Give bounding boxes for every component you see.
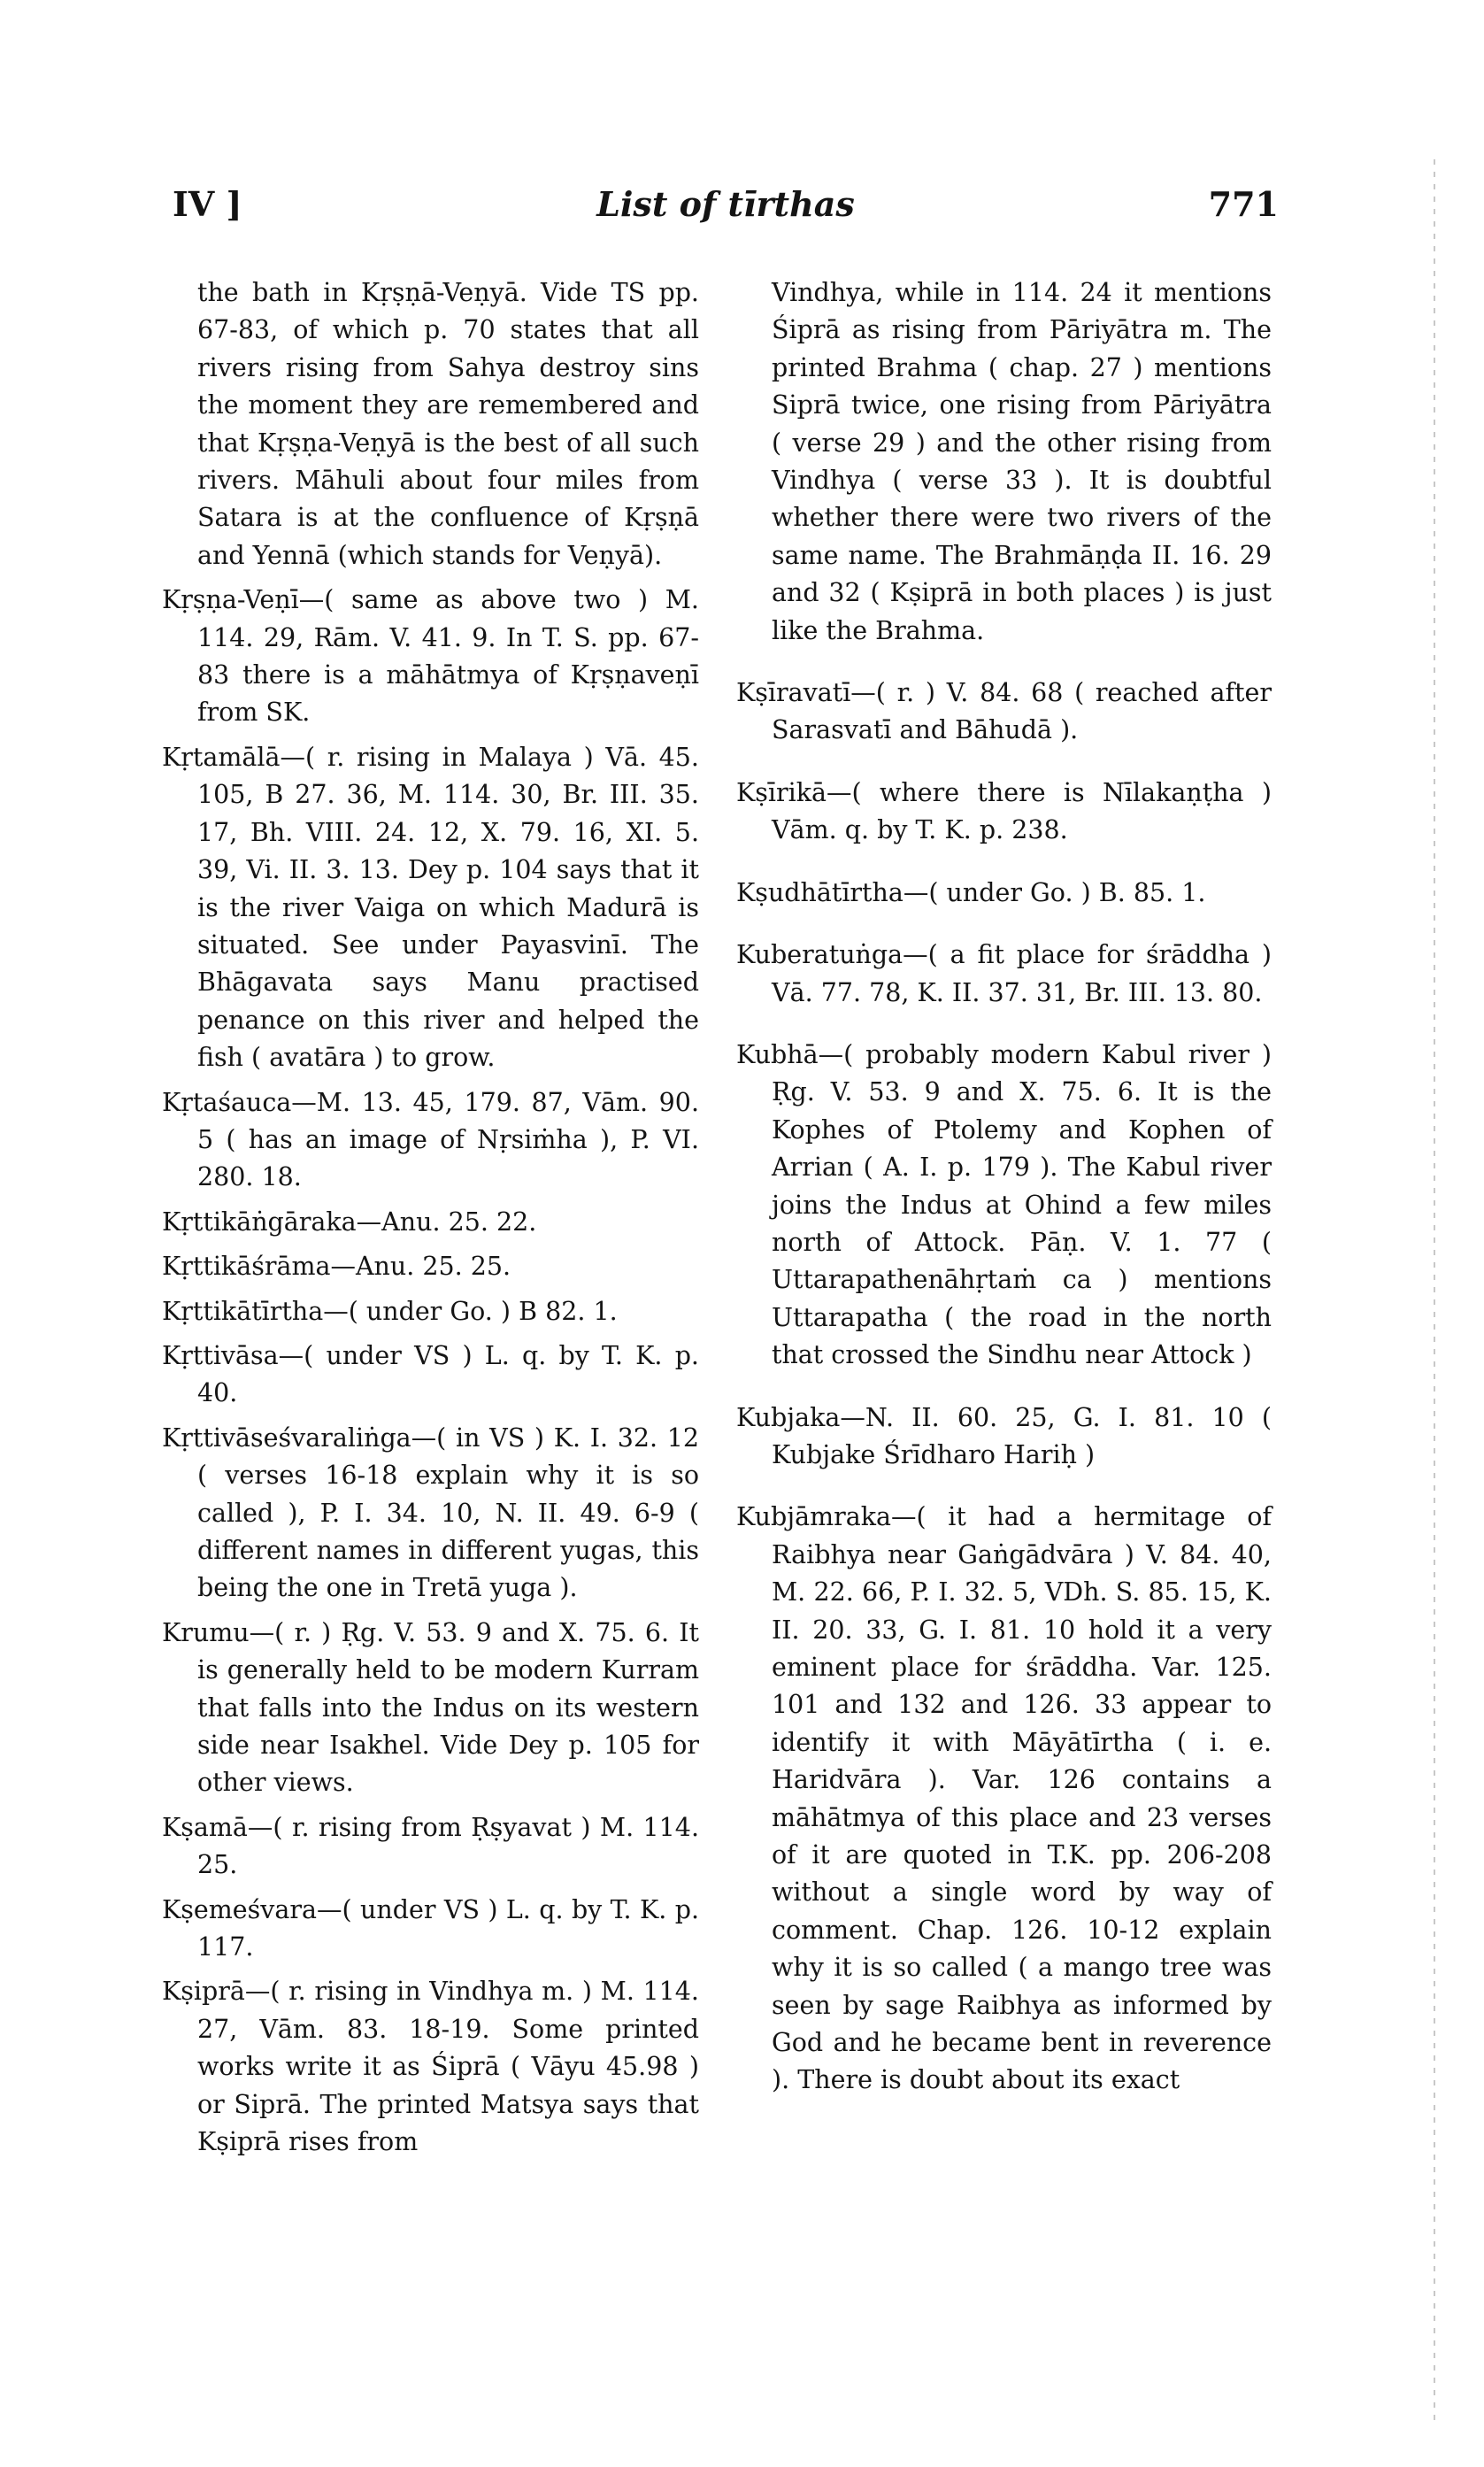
entry-krttivasesvaralinga: Kṛttivāseśvaraliṅga—( in VS ) K. I. 32. 12 ( verses 16-18 explain why it is so called ), P. I. 34. 10, N. II. 49. 6-9 ( different names in different yugas, this being the one in Tretā yuga ). <box>162 1422 699 1603</box>
entry-ksiravati: Kṣīravatī—( r. ) V. 84. 68 ( reached after Sarasvatī and Bāhudā ). <box>736 678 1272 745</box>
entry-krttivasa: Kṛttivāsa—( under VS ) L. q. by T. K. p. 40. <box>162 1340 699 1408</box>
entry-krttikatirtha: Kṛttikātīrtha—( under Go. ) B 82. 1. <box>162 1296 618 1326</box>
entry-krtamala: Kṛtamālā—( r. rising in Malaya ) Vā. 45. 105, B 27. 36, M. 114. 30, Br. III. 35. 17, Bh. VIII. 24. 12, X. 79. 16, XI. 5. 39, Vi. II. 3. 13. Dey p. 104 says that it is the river Vaiga on which Madurā is situated. See under Payasvinī. The Bhāgavata says Manu practised penance on this river and helped the fish ( avatāra ) to grow. <box>162 742 699 1073</box>
right-column <box>736 274 1272 2124</box>
entry-ksemesvara: Kṣemeśvara—( under VS ) L. q. by T. K. p. 117. <box>162 1894 699 1962</box>
entry-ksudhatirtha: Kṣudhātīrtha—( under Go. ) B. 85. 1. <box>736 877 1206 907</box>
entry-kubha: Kubhā—( probably modern Kabul river ) Ṛg. V. 53. 9 and X. 75. 6. It is the Kophes of Ptolemy and Kophen of Arrian ( A. I. p. 179 ). The Kabul river joins the Indus at Ohind a few miles north of Attock. Pāṇ. V. 1. 77 ( Uttarapathenāhṛtaṁ ca ) mentions Uttarapatha ( the road in the north that crossed the Sindhu near Attock ) <box>736 1039 1272 1370</box>
page-number: 771 <box>1208 184 1279 224</box>
page-edge-rule <box>1434 159 1435 2425</box>
continuation-paragraph: Vindhya, while in 114. 24 it mentions Śiprā as rising from Pāriyātra m. The printed Brahma ( chap. 27 ) mentions Siprā twice, one rising from Pāriyātra ( verse 29 ) and the other rising from Vindhya ( verse 33 ). It is doubtful whether there were two rivers of the same name. The Brahmāṇḍa II. 16. 29 and 32 ( Kṣiprā in both places ) is just like the Brahma. <box>772 278 1272 645</box>
section-marker: IV ] <box>173 184 242 224</box>
entry-kubjaka: Kubjaka—N. II. 60. 25, G. I. 81. 10 ( Kubjake Śrīdharo Hariḥ ) <box>736 1402 1272 1469</box>
entry-krttikangaraka: Kṛttikāṅgāraka—Anu. 25. 22. <box>162 1207 537 1237</box>
entry-ksirika: Kṣīrikā—( where there is Nīlakaṇṭha ) Vām. q. by T. K. p. 238. <box>736 777 1272 845</box>
continuation-paragraph: the bath in Kṛṣṇā-Veṇyā. Vide TS pp. 67-83, of which p. 70 states that all rivers rising from Sahya destroy sins the moment they are remembered and that Kṛṣṇa-Veṇyā is the best of all such rivers. Māhuli about four miles from Satara is at the confluence of Kṛṣṇā and Yennā (which stands for Veṇyā). <box>197 278 699 570</box>
entry-ksama: Kṣamā—( r. rising from Ṛṣyavat ) M. 114. 25. <box>162 1812 699 1880</box>
page-header <box>173 184 1279 237</box>
entry-kuberatunga: Kuberatuṅga—( a fit place for śrāddha ) Vā. 77. 78, K. II. 37. 31, Br. III. 13. 80. <box>736 940 1272 1007</box>
entry-krtasauca: Kṛtaśauca—M. 13. 45, 179. 87, Vām. 90. 5 ( has an image of Nṛsiṁha ), P. VI. 280. 18. <box>162 1087 699 1192</box>
entry-krsna-veni: Kṛṣṇa-Veṇī—( same as above two ) M. 114. 29, Rām. V. 41. 9. In T. S. pp. 67-83 there is a māhātmya of Kṛṣṇaveṇī from SK. <box>162 585 699 728</box>
left-column <box>162 274 699 2169</box>
entry-krumu: Krumu—( r. ) Ṛg. V. 53. 9 and X. 75. 6. It is generally held to be modern Kurram that falls into the Indus on its western side near Isakhel. Vide Dey p. 105 for other views. <box>162 1617 699 1798</box>
entry-ksipra: Kṣiprā—( r. rising in Vindhya m. ) M. 114. 27, Vām. 83. 18-19. Some printed works write it as Śiprā ( Vāyu 45.98 ) or Siprā. The printed Matsya says that Kṣiprā rises from <box>162 1977 699 2157</box>
entry-krttikasrama: Kṛttikāśrāma—Anu. 25. 25. <box>162 1252 511 1282</box>
entry-kubjamraka: Kubjāmraka—( it had a hermitage of Raibhya near Gaṅgādvāra ) V. 84. 40, M. 22. 66, P. I. 32. 5, VDh. S. 85. 15, K. II. 20. 33, G. I. 81. 10 hold it a very eminent place for śrāddha. Var. 125. 101 and 132 and 126. 33 appear to identify it with Māyātīrtha ( i. e. Haridvāra ). Var. 126 contains a māhātmya of this place and 23 verses of it are quoted in T.K. pp. 206-208 without a single word by way of comment. Chap. 126. 10-12 explain why it is so called ( a mango tree was seen by sage Raibhya as informed by God and he became bent in reverence ). There is doubt about its exact <box>736 1502 1272 2095</box>
running-title: List of tīrthas <box>596 184 855 224</box>
